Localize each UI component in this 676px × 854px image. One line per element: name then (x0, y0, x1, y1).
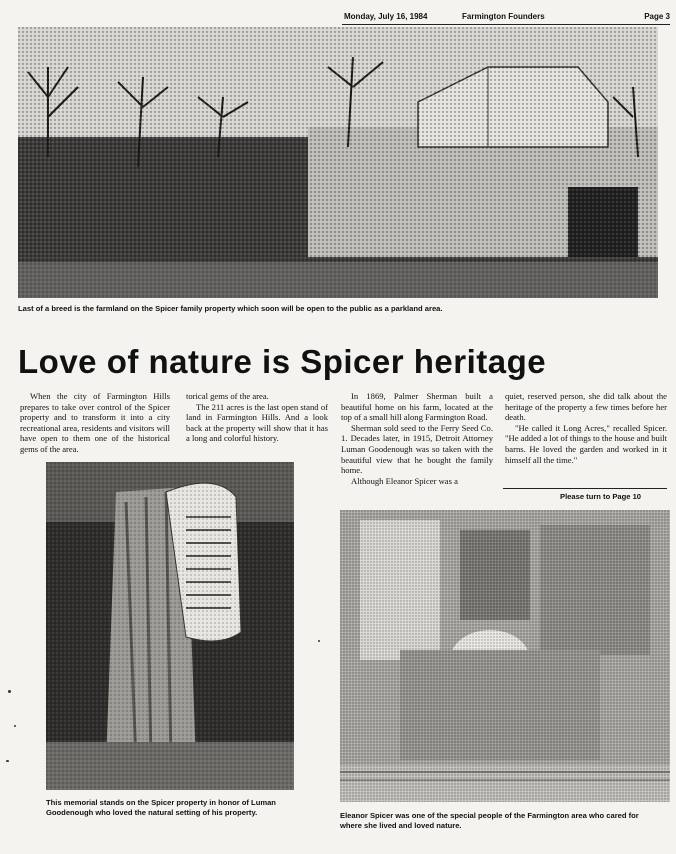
article-paragraph: torical gems of the area. (186, 391, 269, 401)
print-speck (8, 690, 11, 693)
article-column-3 (341, 391, 493, 486)
article-column-2 (186, 391, 328, 444)
article-headline: Love of nature is Spicer heritage (18, 343, 547, 380)
article-paragraph: Although Eleanor Spicer was a (351, 475, 458, 486)
section-name: Farmington Founders (462, 12, 545, 21)
issue-date: Monday, July 16, 1984 (344, 12, 428, 21)
eleanor-spicer-photo-caption: Eleanor Spicer was one of the special people of the Farmington area who cared for where she lived and loved nature. (340, 811, 639, 830)
article-paragraph: In 1869, Palmer Sherman built a beautiful home on his farm, located at the top of a small hill along Farmington Road. (341, 391, 493, 423)
farmland-photo-caption: Last of a breed is the farmland on the Spicer family property which soon will be open to the public as a parkland area. (18, 304, 443, 313)
print-speck (14, 725, 16, 727)
page-number: Page 3 (644, 12, 670, 21)
header-rule (342, 24, 670, 25)
print-speck (6, 760, 9, 762)
article-paragraph: The 211 acres is the last open stand of land in Farmington Hills. And a look back at the property will show that it has a long and colorful history. (186, 401, 328, 444)
farmland-photo (18, 27, 658, 298)
print-speck (318, 640, 320, 642)
continuation-rule (503, 488, 667, 489)
continued-on-page-link[interactable]: Please turn to Page 10 (560, 492, 642, 501)
memorial-photo-caption: This memorial stands on the Spicer property in honor of Luman Goodenough who loved the natural setting of his property. (46, 798, 276, 817)
eleanor-spicer-photo (340, 510, 670, 802)
article-column-1 (20, 391, 170, 455)
article-paragraph: When the city of Farmington Hills prepares to take over control of the Spicer property and to transform it into a city recreational area, residents and visitors will have open to them one of the historical gems of the area. (20, 391, 170, 454)
article-paragraph: "He called it Long Acres," recalled Spicer. "He added a lot of things to the house and built barns. He loved the garden and worked in it himself all the time." (505, 422, 667, 465)
memorial-photo (46, 462, 294, 790)
page-header (344, 12, 670, 24)
article-paragraph: Sherman sold seed to the Ferry Seed Co. 1. Decades later, in 1915, Detroit Attorney Luman Goodenough was so taken with the beautiful view that he bought the family home. (341, 422, 493, 476)
article-paragraph: quiet, reserved person, she did talk about the heritage of the property a few times before her death. (505, 391, 667, 423)
article-column-4 (505, 391, 667, 465)
